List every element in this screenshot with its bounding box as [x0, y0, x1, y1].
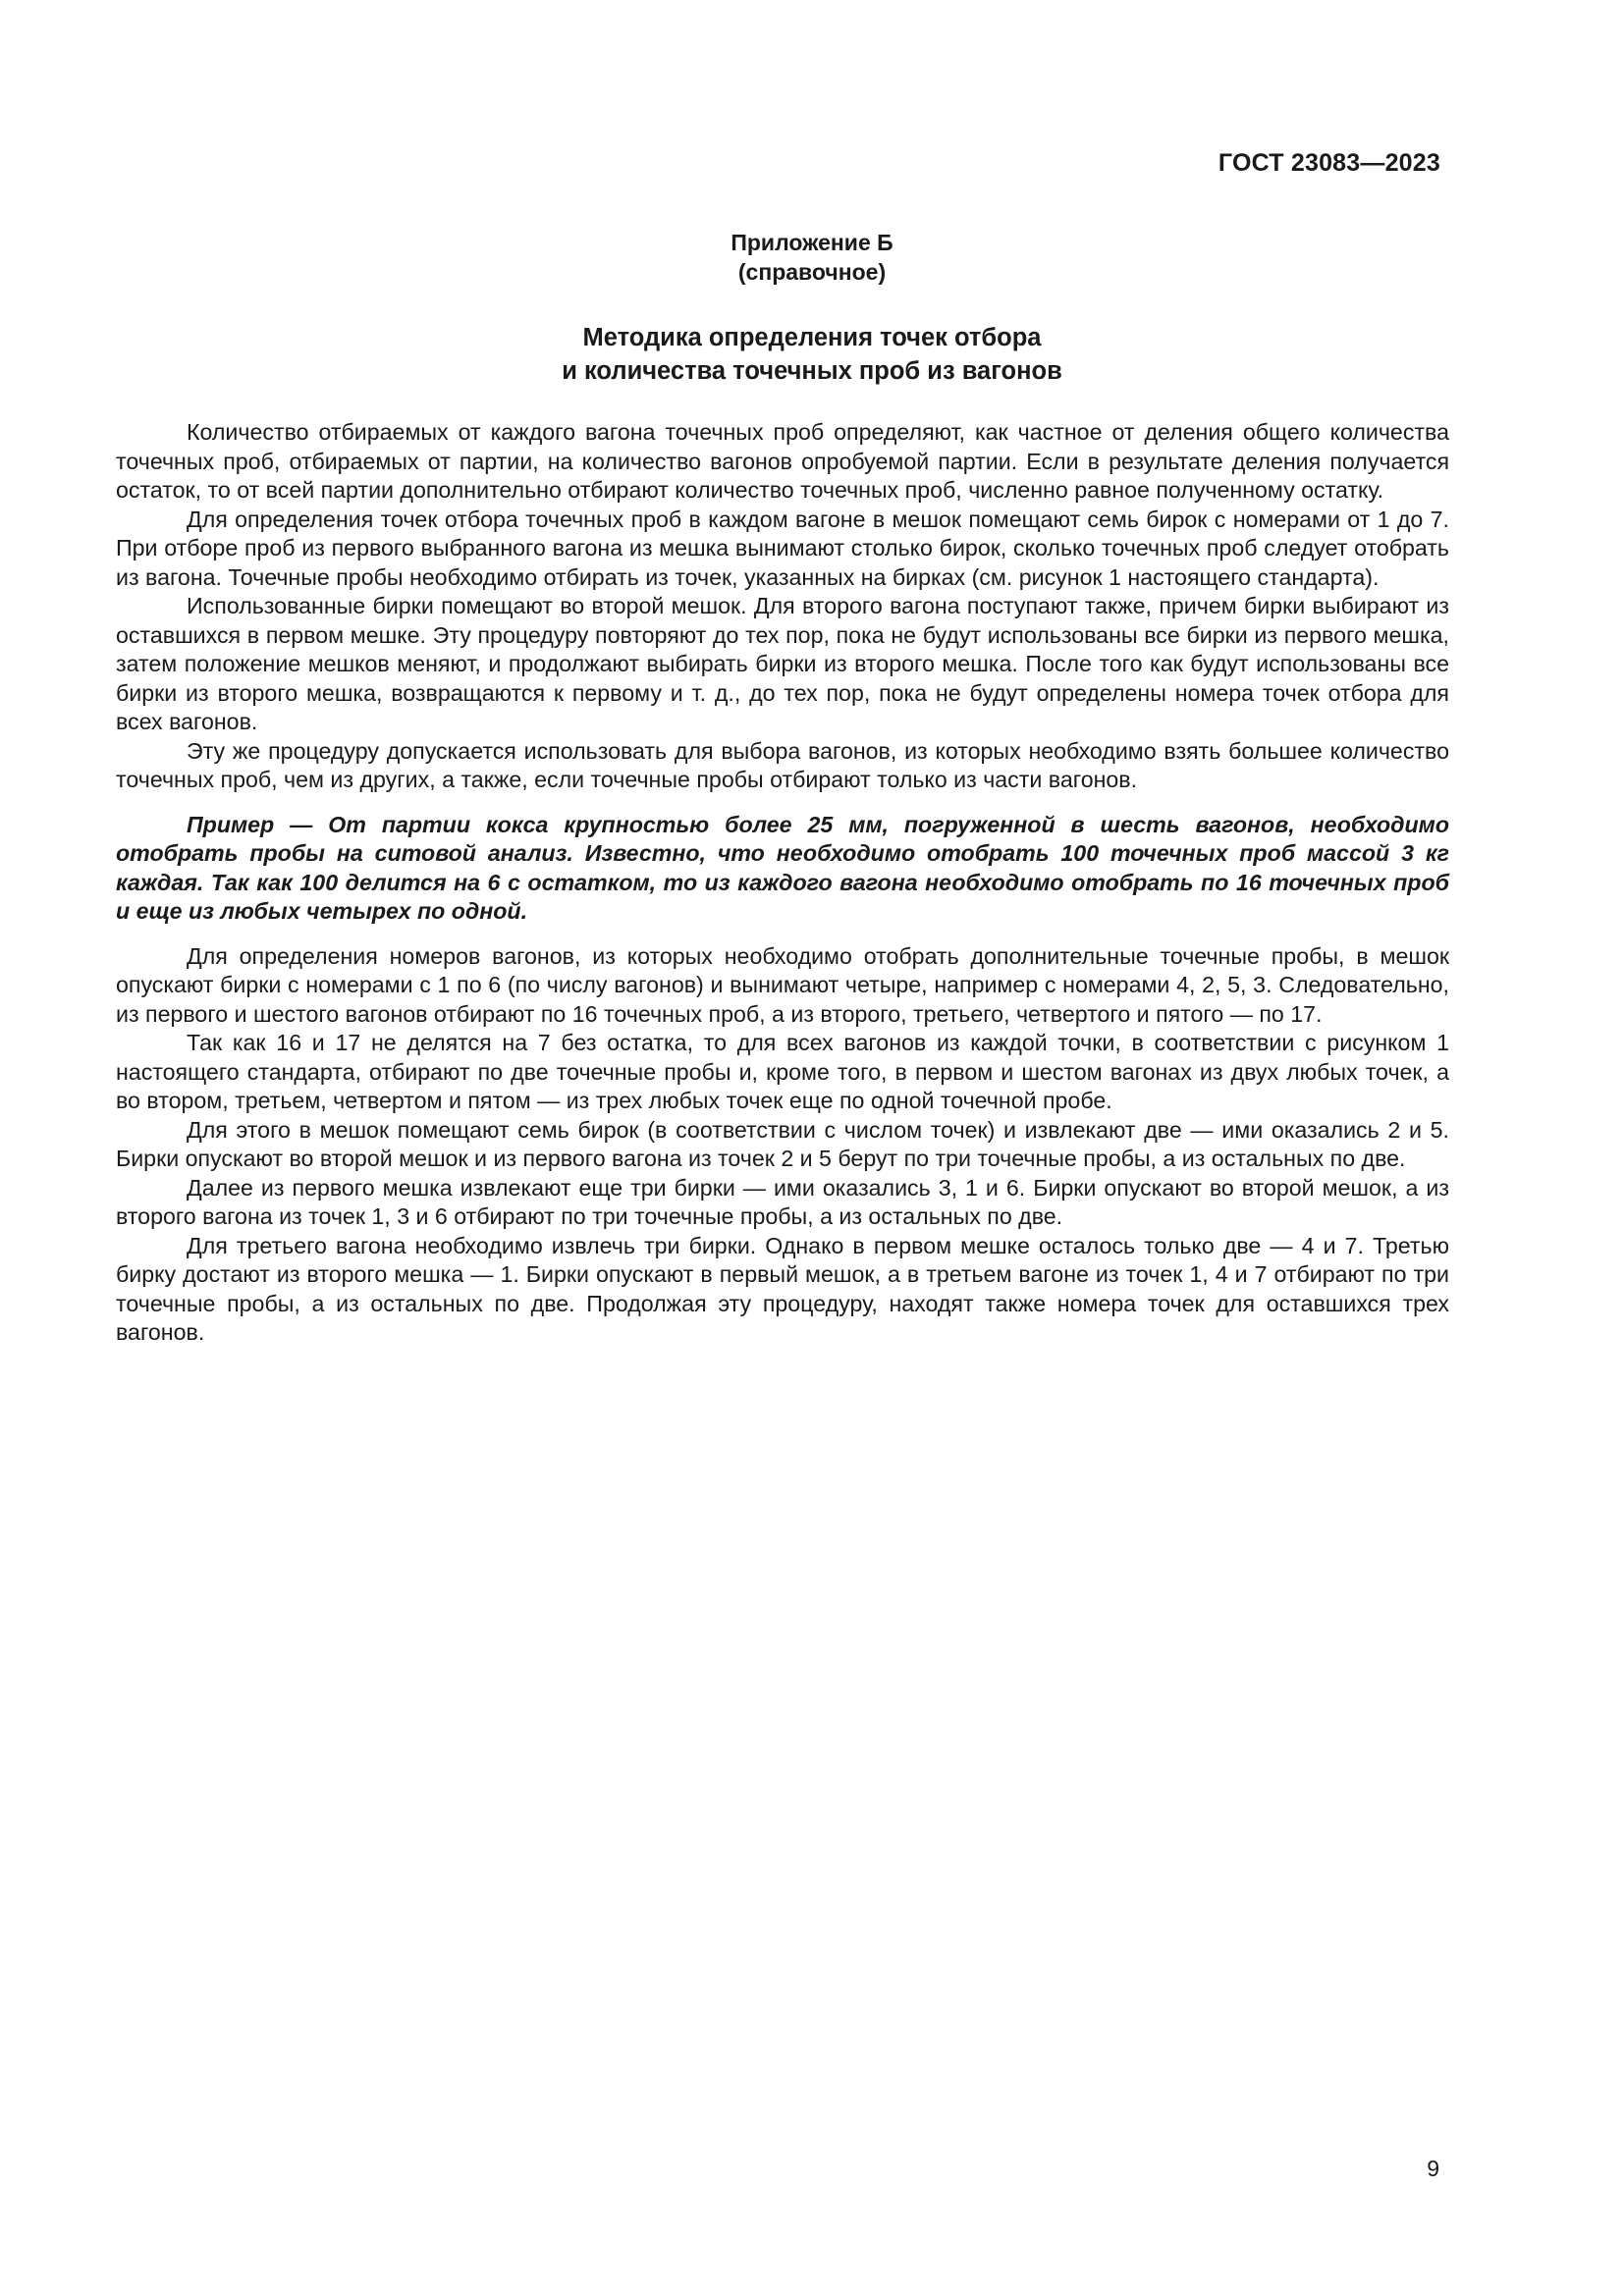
section-title	[0, 321, 1624, 388]
body-text	[116, 418, 1449, 1348]
paragraph: Для определения номеров вагонов, из которых необходимо отобрать дополнительные точечные пробы, в мешок опускают бирки с номерами с 1 по 6 (по числу вагонов) и вынимают четыре, например с номерами 4, 2, 5, 3. Следовательно, из первого и шестого вагонов отбирают по 16 точечных проб, а из второго, третьего, четвертого и пятого — по 17.	[116, 942, 1449, 1027]
document-code: ГОСТ 23083—2023	[1218, 149, 1440, 177]
paragraph: Использованные бирки помещают во второй мешок. Для второго вагона поступают также, причем бирки выбирают из оставшихся в первом мешке. Эту процедуру повторяют до тех пор, пока не будут использованы все бирки из первого мешка, затем положение мешков меняют, и продолжают выбирать бирки из второго мешка. После того как будут использованы все бирки из второго мешка, возвращаются к первому и т. д., до тех пор, пока не будут определены номера точек отбора для всех вагонов.	[116, 593, 1449, 734]
appendix-label: Приложение Б	[731, 230, 893, 255]
section-title-line-1: Методика определения точек отбора	[582, 324, 1042, 351]
paragraph: Количество отбираемых от каждого вагона точечных проб определяют, как частное от деления общего количества точечных проб, отбираемых от партии, на количество вагонов опробуемой партии. Если в результате деления получается остаток, то от всей партии дополнительно отбирают количество точечных проб, численно равное полученному остатку.	[116, 419, 1449, 503]
paragraph: Далее из первого мешка извлекают еще три бирки — ими оказались 3, 1 и 6. Бирки опускают во второй мешок, а из второго вагона из точек 1, 3 и 6 отбирают по три точечные пробы, а из остальных по две.	[116, 1174, 1449, 1229]
example-paragraph: Пример — От партии кокса крупностью более 25 мм, погруженной в шесть вагонов, необходимо отобрать пробы на ситовой анализ. Известно, что необходимо отобрать 100 точечных проб массой 3 кг каждая. Так как 100 делится на 6 с остатком, то из каждого вагона необходимо отобрать по 16 точечных проб и еще из любых четырех по одной.	[116, 811, 1449, 924]
appendix-type: (справочное)	[737, 259, 887, 285]
paragraph: Так как 16 и 17 не делятся на 7 без остатка, то для всех вагонов из каждой точки, в соответствии с рисунком 1 настоящего стандарта, отбирают по две точечные пробы и, кроме того, в первом и шестом вагонах из двух любых точек, а во втором, третьем, четвертом и пятом — из трех любых точек еще по одной точечной пробе.	[116, 1030, 1449, 1113]
paragraph: Для третьего вагона необходимо извлечь три бирки. Однако в первом мешке осталось только две — 4 и 7. Третью бирку достают из второго мешка — 1. Бирки опускают в первый мешок, а в третьем вагоне из точек 1, 4 и 7 отбирают по три точечные пробы, а из остальных по две. Продолжая эту процедуру, находят также номера точек для оставшихся трех вагонов.	[116, 1232, 1449, 1345]
page-number: 9	[1427, 2156, 1439, 2181]
paragraph: Для этого в мешок помещают семь бирок (в соответствии с числом точек) и извлекают две — ими оказались 2 и 5. Бирки опускают во второй мешок и из первого вагона из точек 2 и 5 берут по три точечные пробы, а из остальных по две.	[116, 1116, 1449, 1171]
paragraph: Для определения точек отбора точечных проб в каждом вагоне в мешок помещают семь бирок с номерами от 1 до 7. При отборе проб из первого выбранного вагона из мешка вынимают столько бирок, сколько точечных проб следует отобрать из вагона. Точечные пробы необходимо отбирать из точек, указанных на бирках (см. рисунок 1 настоящего стандарта).	[116, 506, 1449, 590]
appendix-heading	[0, 228, 1624, 287]
paragraph: Эту же процедуру допускается использовать для выбора вагонов, из которых необходимо взять большее количество точечных проб, чем из других, а также, если точечные пробы отбирают только из части вагонов.	[116, 737, 1449, 792]
section-title-line-2: и количества точечных проб из вагонов	[562, 357, 1062, 385]
